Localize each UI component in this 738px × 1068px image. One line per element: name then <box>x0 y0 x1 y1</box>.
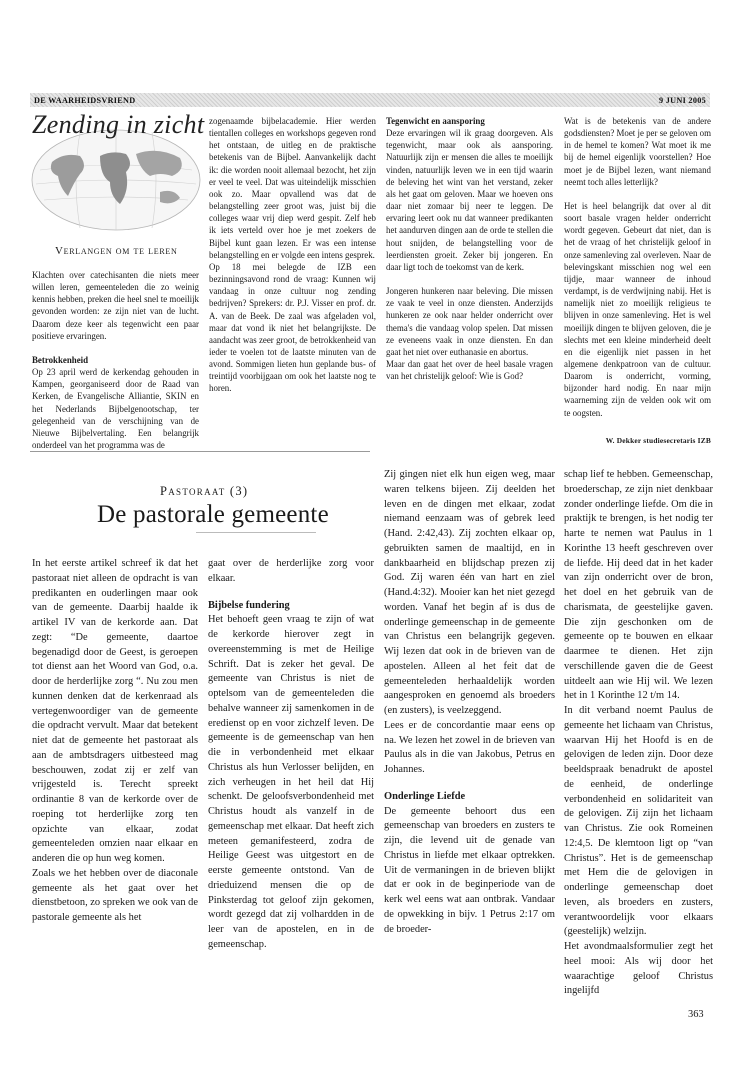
pastoraat-eigen-weg-text: Zij gingen niet elk hun eigen weg, maar waren telkens bijeen. Zij deelden het leven en de dingen met elkaar, zodat niemand eenzaam was of gebrek leed (Hand. 2:42,43). Zij zochten elkaar op, gebruikten samen de maaltijd, en in dankbaarheid en blijdschap prezen zij God. Zij waren één van hart en ziel (Hand.4:32). Mooier kan het niet gezegd worden. Vanaf het begin af is dus de onderlinge gemeenschap in de gemeente van Christus een belangrijk gegeven. Wij lezen dat ook in de brieven van de apostelen. Alleen al het feit dat de gemeenteleden herhaaldelijk worden aangesproken en genoemd als broeders (en zusters), is veelzeggend. <box>384 469 555 716</box>
zending-bijbelacademie-text: zogenaamde bijbelacademie. Hier werden tientallen colleges en workshops gegeven rond het ontstaan, de uitleg en de praktische betekenis van de Bijbel. Aanvankelijk dacht ik: die worden nooit allemaal bezocht, het zijn er veel te veel. Dat was uiteindelijk misschien ook zo. Maar opvallend was dat de belangstelling zeer groot was, juist bij die colleges waar vrij diep werd gespit. Zelf heb ik iets verteld over hoe je met zoekers de Bijbel kunt gaan lezen. Er was een intense belangstelling en er volgde een intens gesprek. <box>209 116 376 260</box>
heading-tegenwicht: Tegenwicht en aansporing <box>386 116 485 126</box>
zending-vragen-text: Wat is de betekenis van de andere godsdiensten? Moet je per se geloven om in de hemel te komen? Wat moet ik me bij de hemel eigenlijk voorstellen? Hoe moet je de Bijbel lezen, want niemand neemt toch alles letterlijk? <box>564 116 711 187</box>
zending-subtitle: Verlangen om te leren <box>55 245 178 257</box>
zending-column-2 <box>209 115 376 395</box>
pastoraat-herderlijke-zorg-text: gaat over de herderlijke zorg voor elkaar. <box>208 558 374 584</box>
page-number: 363 <box>688 1009 704 1020</box>
pastoraat-onderlinge-liefde-text: De gemeente behoort dus een gemeenschap van broeders en zusters te zijn, die levend uit de genade van Christus in liefde met elkaar optrekken. Uit de vermaningen in de brieven blijkt dat er ook in de beginperiode van de kerk wel eens wat aan ontbrak. Vandaar de opwekking in bijv. 1 Petrus 2:17 om de broeder- <box>384 805 555 935</box>
zending-title: Zending in zicht <box>32 110 205 139</box>
pastoraat-column-2 <box>208 557 374 953</box>
pastoraat-column-3 <box>384 468 555 937</box>
zending-basale-vragen-text: Maar dan gaat het over de heel basale vragen van het christelijk geloof: Wie is God? <box>386 358 553 382</box>
heading-bijbelse-fundering: Bijbelse fundering <box>208 599 290 611</box>
zending-izb-avond-text: Op 18 mei belegde de IZB een bezinningsavond rond de vraag: Kunnen wij vandaag in onze cultuur nog zending bedrijven? Sprekers: dr. P.J. Visser en prof. dr. A. van de Beek. De zaal was afgeladen vol, maar dat vond ik niet het belangrijkste. De aandacht was zeer groot, de betrokkenheid van ieder te voelen tot de laatste minuten van de avond. Sommigen lieten hun geplande bus- of treintijd voorbijgaan om ook het laatste nog te horen. <box>209 261 376 394</box>
zending-intro: Klachten over catechisanten die niets meer willen leren, gemeenteleden die zo weinig kennis hebben, preken die heel snel te moeilijk gevonden worden: ze zijn niet van de lucht. Daarom deze keer als tegenwicht een paar positieve ervaringen. <box>32 270 199 341</box>
pastoraat-intro-text: In het eerste artikel schreef ik dat het pastoraat niet alleen de opdracht is van predikanten en ouderlingen maar ook van de gemeente. Daarbij haalde ik artikel IV van de kerkorde aan. Dat zegt: “De gemeente, daartoe begenadigd door de Geest, is geroepen tot dienst aan het Woord van God, o.a. door de herderlijke zorg “. Nu zou men kunnen denken dat de kerkenraad als vertegenwoordiger van de gemeente die opdracht vervult. Maar dat betekent niet dat de gemeente het pastoraat als aan de ambtsdragers uitbesteed mag beschouwen, zodat zij er zelf van vrijgesteld is. Terecht spreekt ordinantie 8 van de kerkorde over de roeping tot herderlijke zorg ten opzichte van elkaar, zodat gemeenteleden omzien naar elkaar en anderen die op hun weg komen. <box>32 558 198 864</box>
publication-name: DE WAARHEIDSVRIEND <box>34 95 136 105</box>
zending-betrokkenheid-text: Op 23 april werd de kerkendag gehouden in Kampen, georganiseerd door de Raad van Kerken, de Evangelische Alliantie, SKIN en het Nederlands Bijbelgenootschap, ter gelegenheid van de verschijning van de Nieuwe Bijbelvertaling. Een belangrijk onderdeel van het programma was de <box>32 367 199 451</box>
heading-betrokkenheid: Betrokkenheid <box>32 354 89 365</box>
zending-column-1 <box>32 269 199 451</box>
pastoraat-lichaam-text: In dit verband noemt Paulus de gemeente het lichaam van Christus, waarvan Hij het Hoofd is en de gelovigen de leden zijn. Door deze beeldspraak benadrukt de apostel de eenheid, de onderlinge verbondenheid en solidariteit van de gelovigen. Zij zijn het lichaam van Christus. Zie ook Romeinen 12:4,5. De klemtoon ligt op “van Christus”. Het is de gemeenschap met Hem die de gelovigen in onderlinge gemeenschap doet leven, als broeders en zusters, verantwoordelijk voor elkaars (geestelijk) welzijn. <box>564 705 713 938</box>
pastoraat-broederschap-text: schap lief te hebben. Gemeenschap, broederschap, ze zijn niet denkbaar zonder onderlinge liefde. Om die in praktijk te brengen, is het nodig ter harte te nemen wat Paulus in 1 Korinthe 13 heeft geschreven over de liefde. Hij deed dat in het kader van zijn onderricht over de bron, het doel en het gebruik van de charismata, de geestelijke gaven. Die zijn geschonken om de gemeente op te bouwen en elkaar daarmee te dienen. Het zijn verschillende gaven die de Geest uitdeelt aan wie Hij wil. We lezen het in 1 Korinthe 12 t/m 14. <box>564 469 713 702</box>
pastoraat-title: De pastorale gemeente <box>97 501 329 528</box>
zending-column-3 <box>386 115 553 382</box>
pastoraat-concordantie-text: Lees er de concordantie maar eens op na. We lezen het zowel in de brieven van Paulus als in die van Jakobus, Petrus en Johannes. <box>384 719 555 775</box>
header-bar <box>30 93 710 107</box>
zending-tegenwicht-text: Deze ervaringen wil ik graag doorgeven. Als tegenwicht, maar ook als aansporing. Natuurlijk zijn er mensen die alles te moeilijk vinden, natuurlijk leven we in een tijd waarin de beleving het wint van het verstand, zeker als het gaat om geloven. Maar we hoeven ons daar niet zomaar bij neer te leggen. De ervaring leert ook nu dat wanneer predikanten het aandurven dingen aan de orde te stellen die hout snijden, de belangstelling voor de leerdiensten groeit. Zeker bij jongeren. En daar ligt toch de toekomst van de kerk. <box>386 128 553 272</box>
pastoraat-fundering-text: Het behoeft geen vraag te zijn of wat de kerkorde hierover zegt in overeenstemming is met de Heilige Schrift. Dat is zeker het geval. De gemeente van Christus is niet de optelsom van de gemeenteleden die behalve wanneer zij samenkomen in de eredienst op en voor zichzelf leven. De gemeente is de gemeenschap van hen die in verbondenheid met elkaar Christus als hun Verlosser belijden, en zich verheugen in het heil dat Hij schenkt. De geloofsverbondenheid met Christus houdt als vanzelf in de gemeenschap met elkaar. Dat heeft zich meteen gemanifesteerd, zodra de Heilige Geest was uitgestort en de eerste gemeente ontstond. Van de drieduizend mensen die op de Pinksterdag tot geloof zijn gekomen, wordt gezegd dat zij volhardden in de leer van de apostelen, en in de gemeenschap. <box>208 614 374 950</box>
pastoraat-series-label: Pastoraat (3) <box>160 484 249 498</box>
author-signature: W. Dekker studiesecretaris IZB <box>605 436 711 445</box>
pastoraat-diaconale-text: Zoals we het hebben over de diaconale gemeente als het gaat over het dienstbetoon, zo spreken we ook van de pastorale gemeente als het <box>32 867 198 923</box>
section-divider <box>30 451 370 452</box>
zending-jongeren-text: Jongeren hunkeren naar beleving. Die missen ze vaak te veel in onze diensten. Anderzijds hunkeren ze ook naar helder onderricht over thema's die vandaag volop spelen. Dat missen ze eveneens vaak in onze diensten. En dan gaat het niet over euthanasie en abortus. <box>386 286 553 357</box>
pastoraat-column-1 <box>32 557 198 926</box>
title-underline <box>196 532 316 533</box>
pastoraat-column-4 <box>564 468 713 999</box>
heading-onderlinge-liefde: Onderlinge Liefde <box>384 790 466 802</box>
issue-date: 9 JUNI 2005 <box>659 95 706 105</box>
pastoraat-avondmaal-text: Het avondmaalsformulier zegt het heel mooi: Als wij door het waarachtige geloof Christus ingelijfd <box>564 941 713 997</box>
zending-onderricht-text: Het is heel belangrijk dat over al dit soort basale vragen helder onderricht wordt gegeven. Gebeurt dat niet, dan is het de vraag of het christelijk geloof in onze samenleving zal overleven. Naar de belevingskant misschien nog wel een tijdje, maar wanneer de inhoud verdampt, is de verdwijning nabij. Het is namelijk niet zo moeilijk religieus te blijven in onze samenleving. Het is wel moeilijk dingen te blijven geloven, die je slechts met een kleine minderheid deelt en die eigenlijk niet passen in het algemene denkpatroon van de cultuur. Daarom is onderricht, vorming, bijzonder hard nodig. En naar mijn waarneming zijn de velden ook wit om te oogsten. <box>564 200 711 418</box>
zending-column-4 <box>564 115 711 419</box>
